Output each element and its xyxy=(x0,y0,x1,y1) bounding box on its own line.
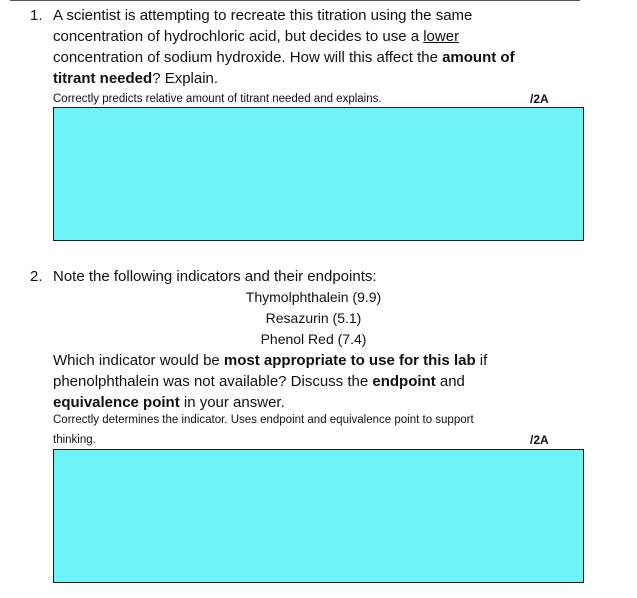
question-1-line-2: concentration of hydrochloric acid, but decides to use a lower xyxy=(53,28,460,45)
question-2-line-2: phenolphthalein was not available? Discuss the endpoint and xyxy=(53,373,465,390)
question-2-criteria-line-1: Correctly determines the indicator. Uses endpoint and equivalence point to support xyxy=(53,414,474,426)
emphasis-titrant-needed: titrant needed xyxy=(53,70,153,87)
question-1-marks: /2A xyxy=(530,92,549,106)
question-2-number: 2. xyxy=(30,268,43,285)
emphasis-amount-of: amount of xyxy=(442,49,515,66)
top-divider xyxy=(10,0,580,1)
question-1-answer-box[interactable] xyxy=(53,107,584,241)
emphasis-most-appropriate: most appropriate to use for this lab xyxy=(223,352,476,369)
question-2-answer-box[interactable] xyxy=(53,449,584,583)
question-2-intro: Note the following indicators and their endpoints: xyxy=(53,268,377,285)
question-2-marks: /2A xyxy=(530,433,549,447)
question-1-text xyxy=(53,5,583,89)
emphasis-equivalence-point: equivalence point xyxy=(53,394,180,411)
question-1-number: 1. xyxy=(30,7,43,24)
question-1-criteria: Correctly predicts relative amount of titrant needed and explains. xyxy=(53,93,382,105)
indicator-phenol-red: Phenol Red (7.4) xyxy=(260,331,367,347)
emphasis-endpoint: endpoint xyxy=(372,373,436,390)
question-1-line-3: concentration of sodium hydroxide. How will this affect the amount of xyxy=(53,49,515,66)
question-1-line-4: titrant needed? Explain. xyxy=(53,70,219,87)
emphasis-lower: lower xyxy=(423,28,460,45)
question-2-line-3: equivalence point in your answer. xyxy=(53,394,285,411)
indicator-thymolphthalein: Thymolphthalein (9.9) xyxy=(245,289,382,305)
indicator-resazurin: Resazurin (5.1) xyxy=(265,310,362,326)
question-2-criteria-line-2: thinking. xyxy=(53,434,96,446)
question-2-text xyxy=(53,350,583,413)
question-2-line-1: Which indicator would be most appropriate to use for this lab if xyxy=(53,352,488,369)
question-1-line-1: A scientist is attempting to recreate this titration using the same xyxy=(53,7,473,24)
